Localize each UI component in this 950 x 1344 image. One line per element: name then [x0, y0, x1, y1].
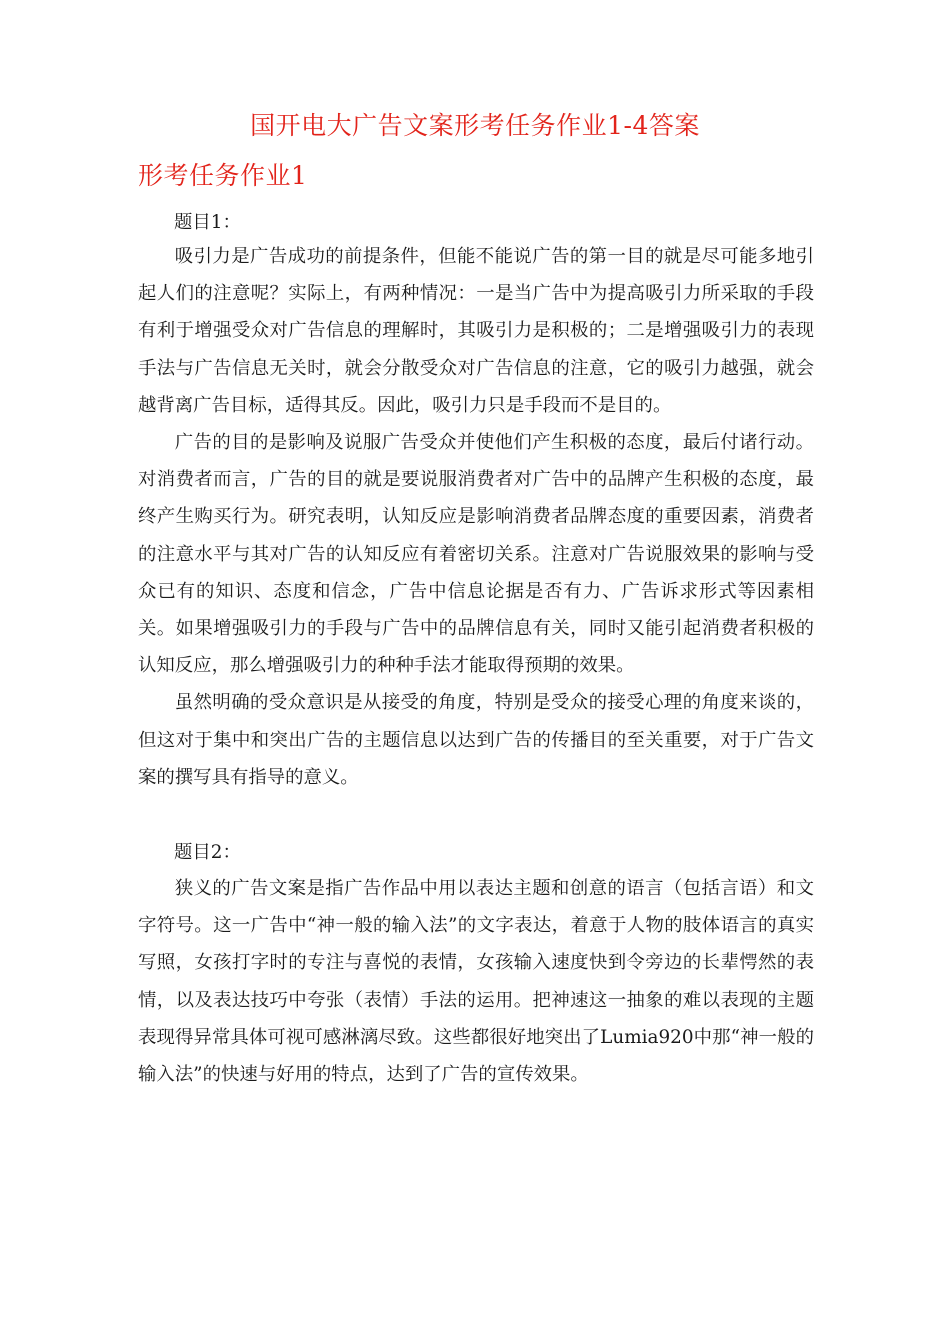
- section-title: 形考任务作业1: [138, 161, 308, 190]
- answer-paragraph: 广告的目的是影响及说服广告受众并使他们产生积极的态度，最后付诸行动。对消费者而言，广告的目的就是要说服消费者对广告中的品牌产生积极的态度，最终产生购买行为。研究表明，认知反应是影响消费者品牌态度的重要因素，消费者的注意水平与其对广告的认知反应有着密切关系。注意对广告说服效果的影响与受众已有的知识、态度和信念，广告中信息论据是否有力、广告诉求形式等因素相关。如果增强吸引力的手段与广告中的品牌信息有关，同时又能引起消费者积极的认知反应，那么增强吸引力的种种手法才能取得预期的效果。: [138, 432, 814, 677]
- question-2-answer: [138, 870, 814, 1093]
- question-1-label: 题目1：: [174, 212, 241, 233]
- answer-paragraph: 虽然明确的受众意识是从接受的角度，特别是受众的接受心理的角度来谈的，但这对于集中和突出广告的主题信息以达到广告的传播目的至关重要，对于广告文案的撰写具有指导的意义。: [138, 692, 814, 788]
- question-2-label: 题目2：: [174, 842, 241, 863]
- question-1-answer: [138, 238, 814, 796]
- answer-paragraph: 吸引力是广告成功的前提条件，但能不能说广告的第一目的就是尽可能多地引起人们的注意呢？实际上，有两种情况：一是当广告中为提高吸引力所采取的手段有利于增强受众对广告信息的理解时，其吸引力是积极的；二是增强吸引力的表现手法与广告信息无关时，就会分散受众对广告信息的注意，它的吸引力越强，就会越背离广告目标，适得其反。因此，吸引力只是手段而不是目的。: [138, 246, 814, 416]
- answer-paragraph: 狭义的广告文案是指广告作品中用以表达主题和创意的语言（包括言语）和文字符号。这一广告中“神一般的输入法”的文字表达，着意于人物的肢体语言的真实写照，女孩打字时的专注与喜悦的表情，女孩输入速度快到令旁边的长辈愕然的表情，以及表达技巧中夸张（表情）手法的运用。把神速这一抽象的难以表现的主题表现得异常具体可视可感淋漓尽致。这些都很好地突出了Lumia920中那“神一般的输入法”的快速与好用的特点，达到了广告的宣传效果。: [138, 878, 814, 1086]
- document-title: 国开电大广告文案形考任务作业1-4答案: [250, 111, 700, 140]
